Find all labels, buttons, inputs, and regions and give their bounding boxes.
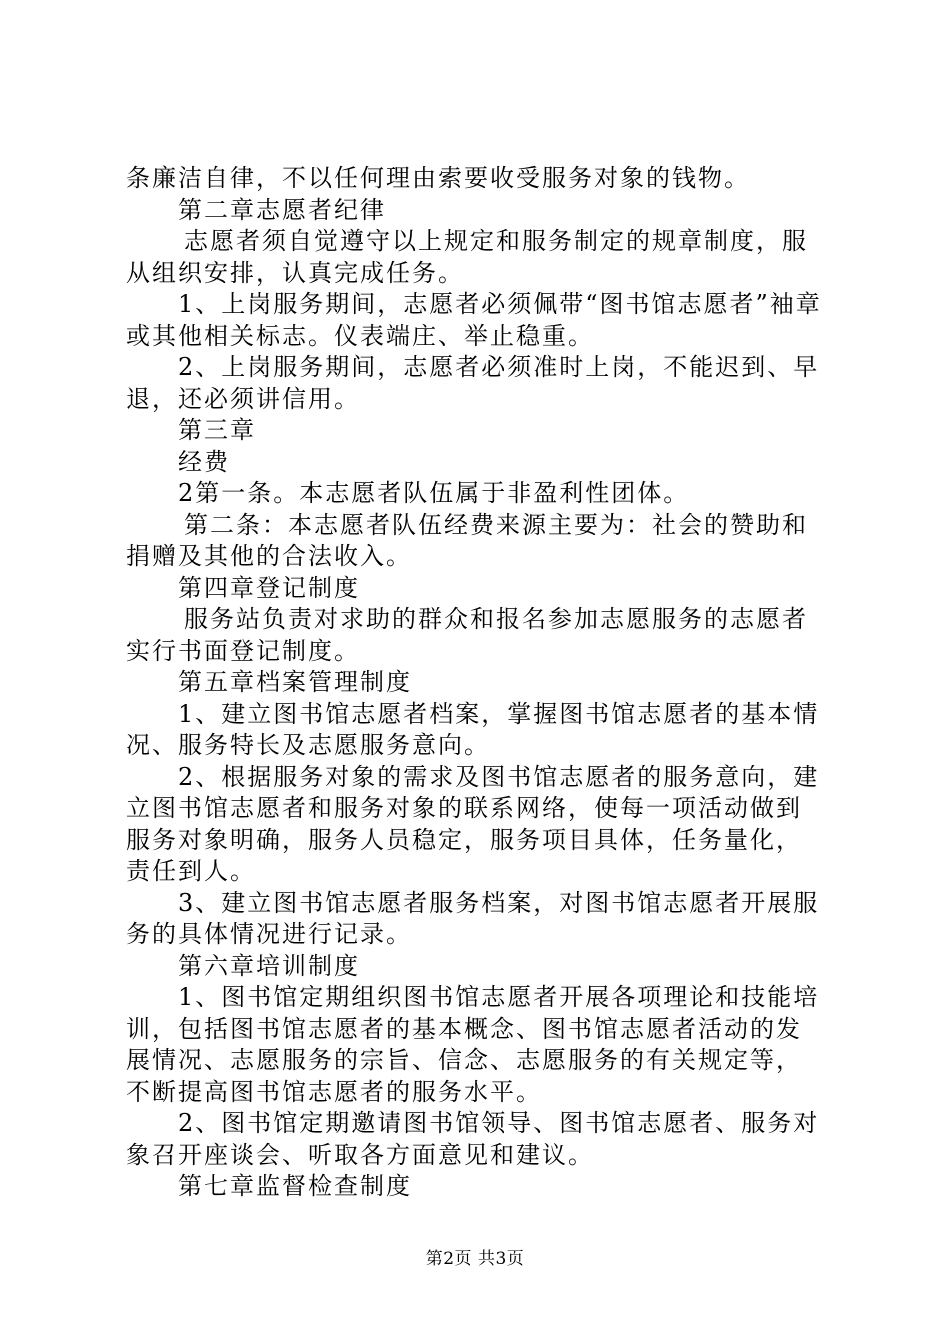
page-number-footer: 第2页 共3页 [425, 1249, 525, 1269]
paragraph: 1、上岗服务期间，志愿者必须佩带“图书馆志愿者”袖章或其他相关标志。仪表端庄、举止稳重。 [126, 290, 822, 350]
paragraph: 第二条：本志愿者队伍经费来源主要为：社会的赞助和捐赠及其他的合法收入。 [126, 510, 808, 570]
paragraph: 3、建立图书馆志愿者服务档案，对图书馆志愿者开展服务的具体情况进行记录。 [126, 888, 820, 948]
chapter-heading: 第七章监督检查制度 [178, 1172, 412, 1200]
chapter-heading: 经费 [178, 447, 230, 476]
paragraph: 2、根据服务对象的需求及图书馆志愿者的服务意向，建立图书馆志愿者和服务对象的联系网络，使每一项活动做到服务对象明确，服务人员稳定，服务项目具体，任务量化，责任到人。 [126, 762, 820, 885]
paragraph-continuation: 条廉洁自律，不以任何理由索要收受服务对象的钱物。 [126, 164, 750, 192]
chapter-heading: 第三章 [178, 416, 256, 444]
chapter-heading: 第六章培训制度 [178, 951, 360, 980]
paragraph: 2、上岗服务期间，志愿者必须准时上岗，不能迟到、早退，还必须讲信用。 [126, 353, 820, 413]
paragraph: 1、图书馆定期组织图书馆志愿者开展各项理论和技能培训，包括图书馆志愿者的基本概念、图书馆志愿者活动的发展情况、志愿服务的宗旨、信念、志愿服务的有关规定等，不断提高图书馆志愿者的服务水平。 [126, 983, 820, 1106]
chapter-heading: 第二章志愿者纪律 [178, 195, 386, 224]
paragraph: 志愿者须自觉遵守以上规定和服务制定的规章制度，服从组织安排，认真完成任务。 [126, 227, 808, 287]
chapter-heading: 第五章档案管理制度 [178, 668, 412, 696]
paragraph: 2、图书馆定期邀请图书馆领导、图书馆志愿者、服务对象召开座谈会、听取各方面意见和建议。 [126, 1109, 820, 1169]
paragraph: 2第一条。本志愿者队伍属于非盈利性团体。 [178, 479, 690, 507]
document-body [126, 163, 826, 1203]
chapter-heading: 第四章登记制度 [178, 573, 360, 602]
paragraph: 服务站负责对求助的群众和报名参加志愿服务的志愿者实行书面登记制度。 [126, 605, 808, 665]
paragraph: 1、建立图书馆志愿者档案，掌握图书馆志愿者的基本情况、服务特长及志愿服务意向。 [126, 699, 820, 759]
